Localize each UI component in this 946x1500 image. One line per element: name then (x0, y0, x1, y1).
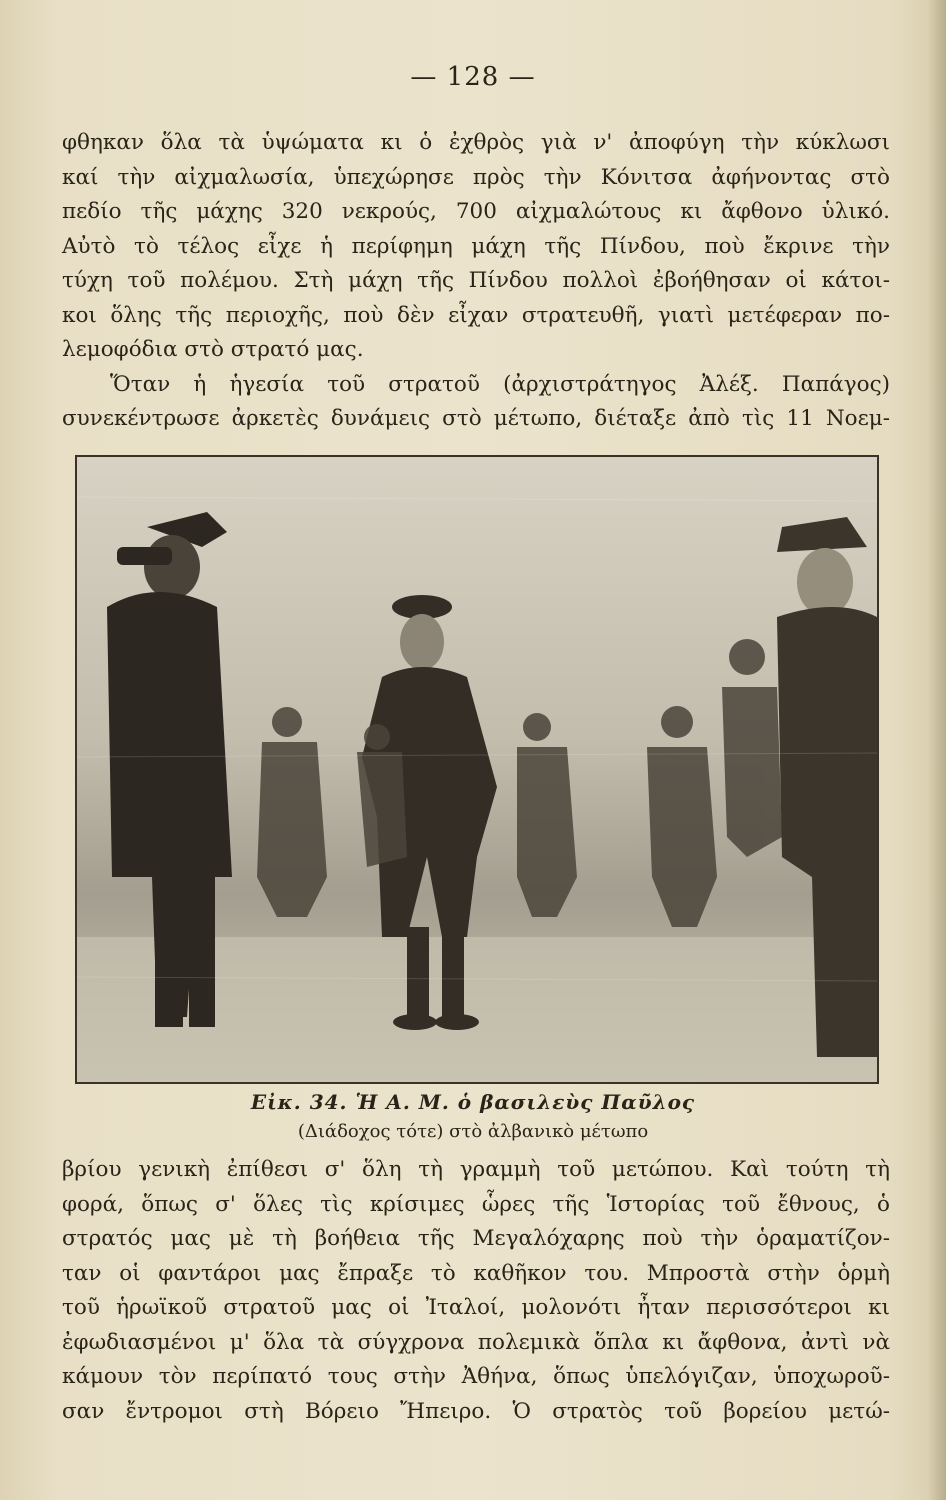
text-line: τύχη τοῦ πολέμου. Στὴ μάχη τῆς Πίνδου πολλοὶ ἐβοήθησαν οἱ κάτοι- (62, 268, 890, 293)
paragraph-top (62, 126, 890, 437)
text-line: συνεκέντρωσε ἀρκετὲς δυνάμεις στὸ μέτωπο, διέταξε ἀπὸ τὶς 11 Νοεμ- (62, 406, 890, 431)
text-line: βρίου γενικὴ ἐπίθεσι σ' ὅλη τὴ γραμμὴ τοῦ μετώπου. Καὶ τούτη τὴ (62, 1157, 890, 1182)
text-line: στρατός μας μὲ τὴ βοήθεια τῆς Μεγαλόχαρης ποὺ τὴν ὁραματίζον- (62, 1226, 890, 1251)
text-line: τοῦ ἡρωϊκοῦ στρατοῦ μας οἱ Ἰταλοί, μολονότι ἦταν περισσότεροι κι (62, 1295, 890, 1320)
figure-caption-title: Εἰκ. 34. Ἡ Α. Μ. ὁ βασιλεὺς Παῦλος (250, 1090, 696, 1114)
photo-figures (77, 457, 877, 1082)
paragraph-bottom (62, 1153, 890, 1429)
text-line: κάμουν τὸν περίπατό τους στὴν Ἀθήνα, ὅπως ὑπελόγιζαν, ὑποχωροῦ- (62, 1364, 890, 1389)
text-line: Ὅταν ἡ ἡγεσία τοῦ στρατοῦ (ἀρχιστράτηγος Ἀλέξ. Παπάγος) (110, 371, 890, 397)
text-line: σαν ἔντρομοι στὴ Βόρειο Ἤπειρο. Ὁ στρατὸς τοῦ βορείου μετώ- (62, 1398, 890, 1424)
text-line: πεδίο τῆς μάχης 320 νεκρούς, 700 αἰχμαλώτους κι ἄφθονο ὑλικό. (62, 199, 890, 224)
text-line: λεμοφόδια στὸ στρατό μας. (62, 337, 364, 362)
text-line: φορά, ὅπως σ' ὅλες τὶς κρίσιμες ὧρες τῆς Ἱστορίας τοῦ ἔθνους, ὁ (62, 1191, 890, 1217)
text-line: καί τὴν αἰχμαλωσία, ὑπεχώρησε πρὸς τὴν Κόνιτσα ἀφήνοντας στὸ (62, 164, 890, 190)
historical-photograph (75, 455, 879, 1084)
figure-caption-subtitle: (Διάδοχος τότε) στὸ ἀλβανικὸ μέτωπο (297, 1121, 649, 1142)
text-line: ἐφωδιασμένοι μ' ὅλα τὰ σύγχρονα πολεμικὰ ὅπλα κι ἄφθονα, ἀντὶ νὰ (62, 1329, 890, 1355)
page-spine-shadow (928, 0, 946, 1500)
text-line: κοι ὅλης τῆς περιοχῆς, ποὺ δὲν εἶχαν στρατευθῆ, γιατὶ μετέφεραν πο- (62, 302, 890, 328)
text-line: ταν οἱ φαντάροι μας ἔπραξε τὸ καθῆκον του. Μπροστὰ στὴν ὁρμὴ (62, 1260, 890, 1286)
page-number: — 128 — (410, 62, 536, 92)
text-line: φθηκαν ὅλα τὰ ὑψώματα κι ὁ ἐχθρὸς γιὰ ν' ἀποφύγη τὴν κύκλωσι (62, 130, 890, 155)
text-line: Αὐτὸ τὸ τέλος εἶχε ἡ περίφημη μάχη τῆς Πίνδου, ποὺ ἔκρινε τὴν (62, 233, 890, 259)
